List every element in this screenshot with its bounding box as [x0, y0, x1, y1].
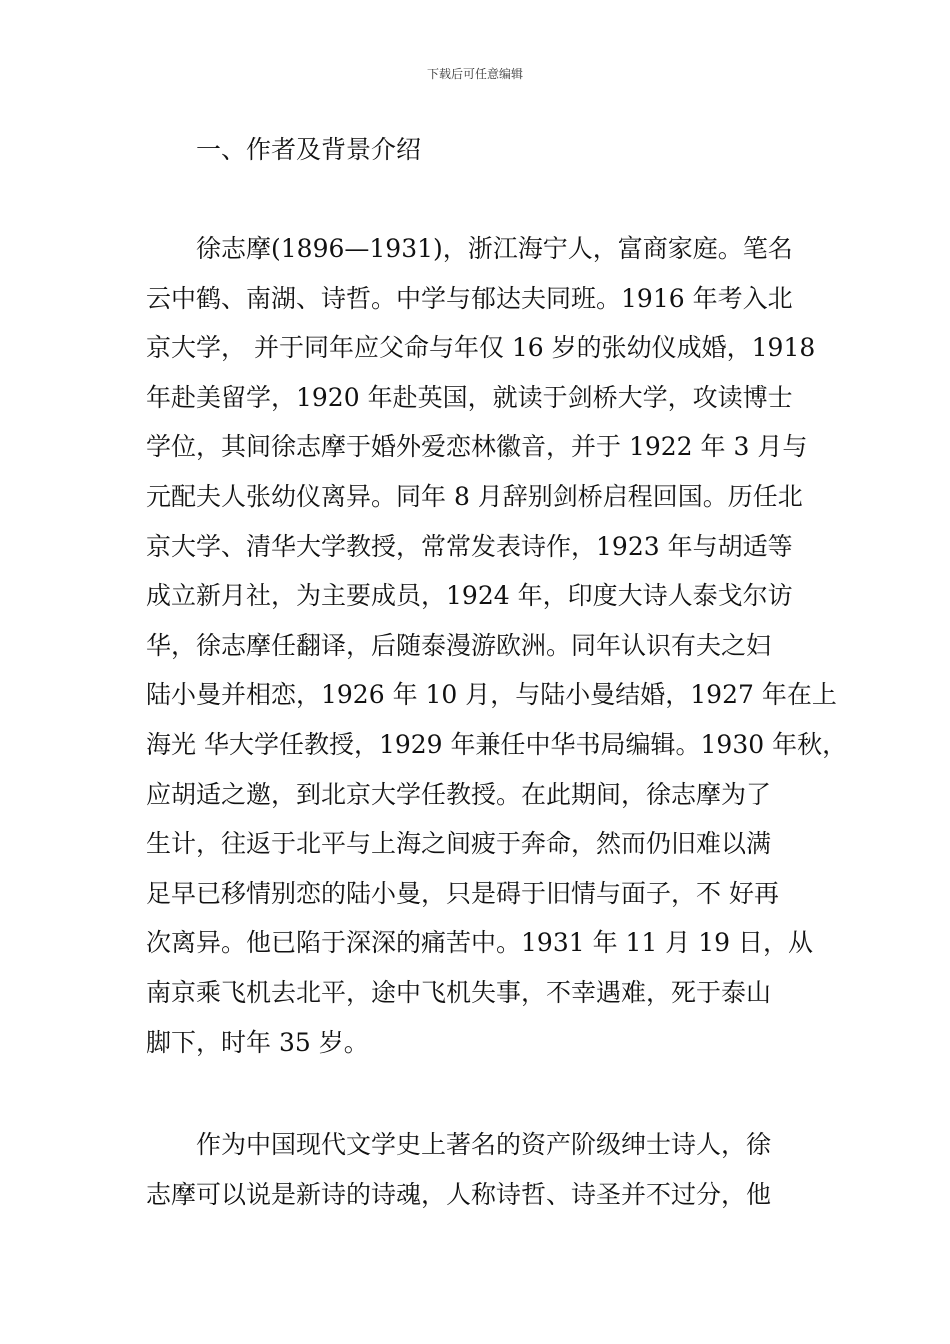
paragraph-line: 云中鹤、南湖、诗哲。中学与郁达夫同班。1916 年考入北 — [146, 283, 793, 313]
paragraph-line: 脚下，时年 35 岁。 — [146, 1027, 369, 1057]
paragraph-line: 志摩可以说是新诗的诗魂，人称诗哲、诗圣并不过分，他 — [146, 1179, 772, 1209]
paragraph-line: 海光 华大学任教授，1929 年兼任中华书局编辑。1930 年秋， — [146, 729, 848, 759]
paragraph-line: 次离异。他已陷于深深的痛苦中。1931 年 11 月 19 日，从 — [146, 928, 813, 958]
paragraph-line: 应胡适之邀，到北京大学任教授。在此期间，徐志摩为了 — [146, 779, 772, 809]
paragraph-assessment — [146, 1120, 810, 1219]
paragraph-line: 成立新月社，为主要成员，1924 年，印度大诗人泰戈尔访 — [146, 581, 793, 611]
paragraph-line: 京大学、清华大学教授，常常发表诗作，1923 年与胡适等 — [146, 531, 793, 561]
paragraph-biography — [146, 224, 848, 1067]
paragraph-line: 学位，其间徐志摩于婚外爱恋林徽音，并于 1922 年 3 月与 — [146, 432, 808, 462]
paragraph-line: 南京乘飞机去北平，途中飞机失事，不幸遇难，死于泰山 — [146, 977, 772, 1007]
paragraph-line: 元配夫人张幼仪离异。同年 8 月辞别剑桥启程回国。历任北 — [146, 481, 803, 511]
section-heading: 一、作者及背景介绍 — [196, 135, 422, 164]
paragraph-line: 陆小曼并相恋，1926 年 10 月，与陆小曼结婚，1927 年在上 — [146, 680, 837, 710]
paragraph-line: 足早已移情别恋的陆小曼，只是碍于旧情与面子，不 好再 — [146, 878, 779, 908]
paragraph-line: 作为中国现代文学史上著名的资产阶级绅士诗人，徐 — [196, 1130, 772, 1159]
paragraph-line: 徐志摩(1896—1931)，浙江海宁人，富商家庭。笔名 — [196, 234, 793, 263]
paragraph-line: 年赴美留学，1920 年赴英国，就读于剑桥大学，攻读博士 — [146, 382, 793, 412]
paragraph-line: 华，徐志摩任翻译，后随泰漫游欧洲。同年认识有夫之妇 — [146, 630, 772, 660]
page-header: 下载后可任意编辑 — [426, 67, 523, 81]
paragraph-line: 生计，往返于北平与上海之间疲于奔命，然而仍旧难以满 — [146, 829, 772, 859]
paragraph-line: 京大学， 并于同年应父命与年仅 16 岁的张幼仪成婚，1918 — [146, 333, 816, 363]
